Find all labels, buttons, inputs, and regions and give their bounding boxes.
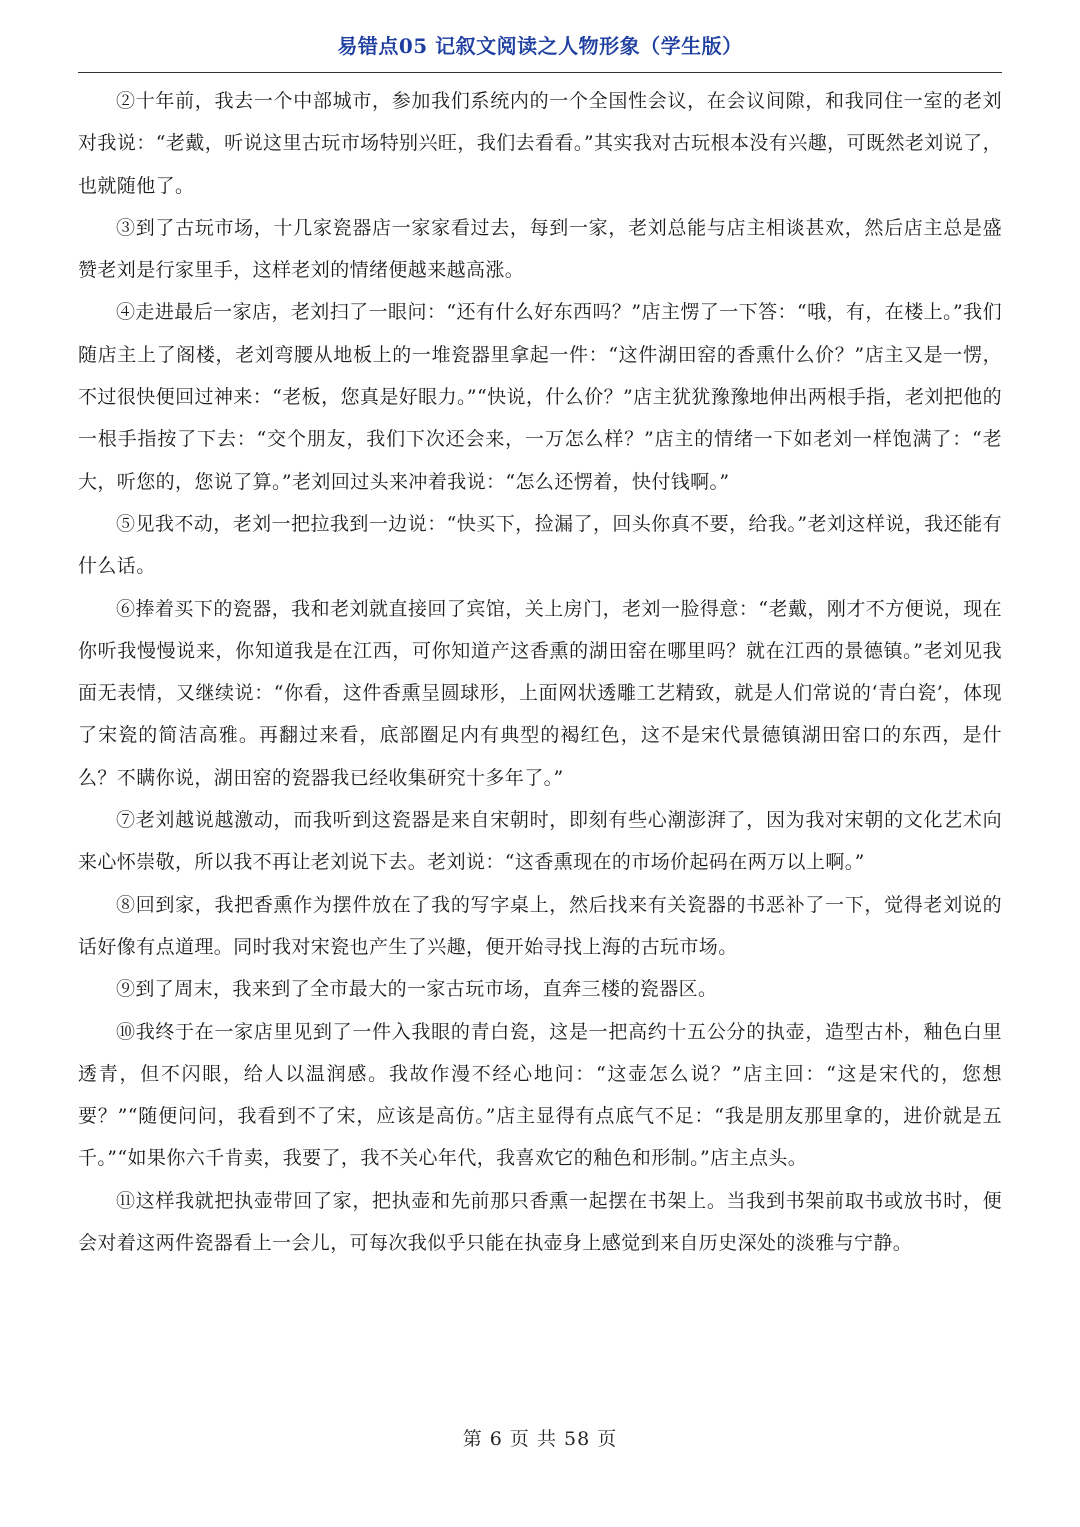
- paragraph-3: ③到了古玩市场，十几家瓷器店一家家看过去，每到一家，老刘总能与店主相谈甚欢，然后店主总是盛赞老刘是行家里手，这样老刘的情绪便越来越高涨。: [78, 216, 1002, 282]
- header-divider: [78, 72, 1002, 73]
- paragraph-5: ⑤见我不动，老刘一把拉我到一边说：“快买下，捡漏了，回头你真不要，给我。”老刘这样说，我还能有什么话。: [78, 512, 1002, 578]
- paragraph-8: ⑧回到家，我把香熏作为摆件放在了我的写字桌上，然后找来有关瓷器的书恶补了一下，觉得老刘说的话好像有点道理。同时我对宋瓷也产生了兴趣，便开始寻找上海的古玩市场。: [78, 893, 1002, 958]
- paragraph-6: ⑥捧着买下的瓷器，我和老刘就直接回了宾馆，关上房门，老刘一脸得意：“老戴，刚才不方便说，现在你听我慢慢说来，你知道我是在江西，可你知道产这香熏的湖田窑在哪里吗？就在江西的景德镇。”老刘见我面无表情，又继续说：“你看，这件香熏呈圆球形，上面网状透雕工艺精致，就是人们常说的‘青白瓷’，体现了宋瓷的简洁高雅。再翻过来看，底部圈足内有典型的褐红色，这不是宋代景德镇湖田窑口的东西，是什么？不瞒你说，湖田窑的瓷器我已经收集研究十多年了。”: [78, 597, 1002, 789]
- article-body: [78, 80, 1002, 1264]
- paragraph-11: ⑪这样我就把执壶带回了家，把执壶和先前那只香熏一起摆在书架上。当我到书架前取书或放书时，便会对着这两件瓷器看上一会儿，可每次我似乎只能在执壶身上感觉到来自历史深处的淡雅与宁静。: [78, 1189, 1002, 1255]
- paragraph-2: ②十年前，我去一个中部城市，参加我们系统内的一个全国性会议，在会议间隙，和我同住一室的老刘对我说：“老戴，听说这里古玩市场特别兴旺，我们去看看。”其实我对古玩根本没有兴趣，可既然老刘说了，也就随他了。: [78, 90, 1002, 197]
- page-header-title: 易错点05 记叙文阅读之人物形象（学生版）: [337, 34, 743, 58]
- paragraph-10: ⑩我终于在一家店里见到了一件入我眼的青白瓷，这是一把高约十五公分的执壶，造型古朴，釉色白里透青，但不闪眼，给人以温润感。我故作漫不经心地问：“这壶怎么说？”店主回：“这是宋代的，您想要？”“随便问问，我看到不了宋，应该是高仿。”店主显得有点底气不足：“我是朋友那里拿的，进价就是五千。”“如果你六千肯卖，我要了，我不关心年代，我喜欢它的釉色和形制。”店主点头。: [78, 1020, 1002, 1170]
- paragraph-9: ⑨到了周末，我来到了全市最大的一家古玩市场，直奔三楼的瓷器区。: [116, 978, 718, 1001]
- paragraph-4: ④走进最后一家店，老刘扫了一眼问：“还有什么好东西吗？”店主愣了一下答：“哦，有，在楼上。”我们随店主上了阁楼，老刘弯腰从地板上的一堆瓷器里拿起一件：“这件湖田窑的香熏什么价？”店主又是一愣，不过很快便回过神来：“老板，您真是好眼力。”“快说，什么价？”店主犹犹豫豫地伸出两根手指，老刘把他的一根手指按了下去：“交个朋友，我们下次还会来，一万怎么样？”店主的情绪一下如老刘一样饱满了：“老大，听您的，您说了算。”老刘回过头来冲着我说：“怎么还愣着，快付钱啊。”: [78, 301, 1002, 493]
- paragraph-7: ⑦老刘越说越激动，而我听到这瓷器是来自宋朝时，即刻有些心潮澎湃了，因为我对宋朝的文化艺术向来心怀崇敬，所以我不再让老刘说下去。老刘说：“这香熏现在的市场价起码在两万以上啊。”: [78, 809, 1002, 874]
- page-number: 第 6 页 共 58 页: [462, 1428, 618, 1450]
